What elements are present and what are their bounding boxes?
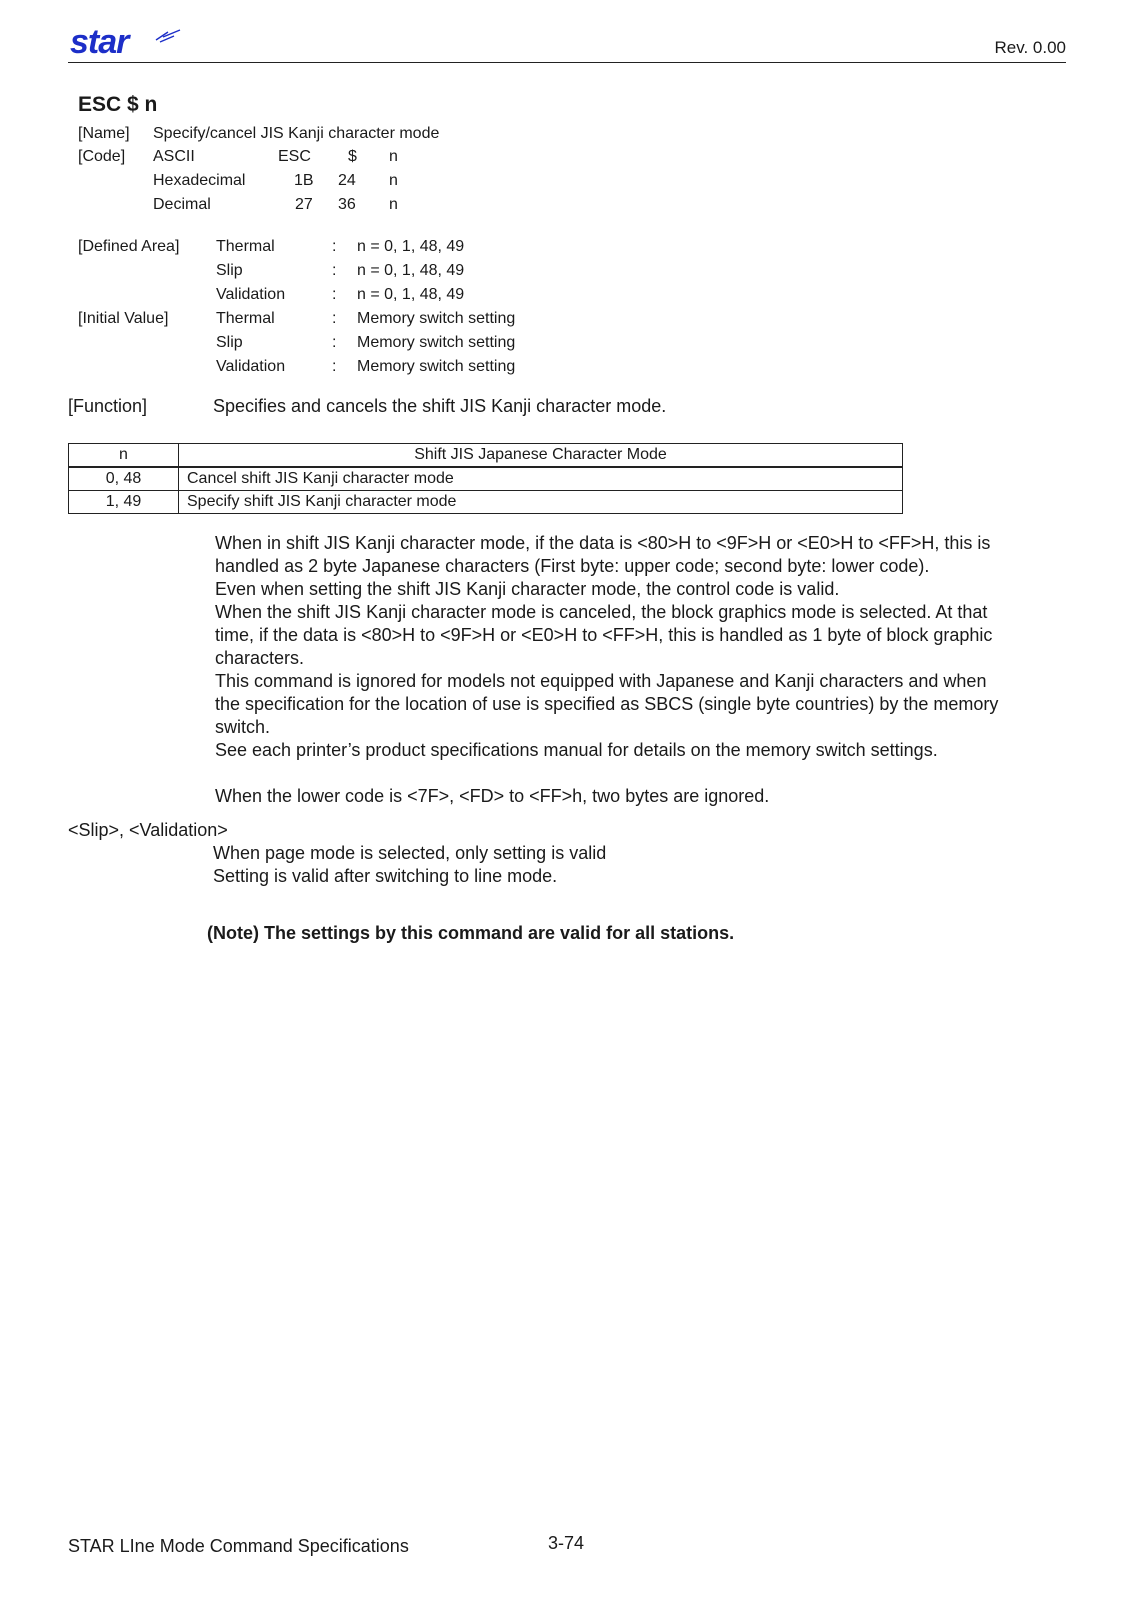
defined-area-value: n = 0, 1, 48, 49 (357, 262, 465, 279)
description-line: characters. (215, 648, 305, 668)
function-label: [Function] (68, 396, 148, 416)
initial-value-station: Slip (216, 334, 243, 351)
initial-value-sep: : (332, 358, 337, 375)
star-logo (70, 28, 182, 58)
description-spacer (215, 762, 1060, 785)
mode-table (68, 443, 903, 514)
table-cell-mode: Cancel shift JIS Kanji character mode (179, 467, 903, 491)
initial-value-station: Thermal (216, 310, 275, 327)
description-line: switch. (215, 717, 271, 737)
description-line: handled as 2 byte Japanese characters (First byte: upper code; second byte: lower code). (215, 556, 930, 576)
description-block (215, 532, 1060, 808)
defined-area-label: [Defined Area] (78, 238, 180, 255)
table-header-row (69, 444, 903, 468)
revision-label: Rev. 0.00 (994, 38, 1066, 57)
defined-area-value: n = 0, 1, 48, 49 (357, 286, 465, 303)
description-line: See each printer’s product specifications manual for details on the memory switch settings. (215, 740, 938, 760)
initial-value-station: Validation (216, 358, 286, 375)
initial-value-value: Memory switch setting (357, 310, 516, 327)
description-line: When in shift JIS Kanji character mode, if the data is <80>H to <9F>H or <E0>H to <FF>H, this is (215, 533, 991, 553)
slip-section-line: Setting is valid after switching to line mode. (213, 866, 558, 886)
function-text: Specifies and cancels the shift JIS Kanji character mode. (213, 396, 667, 416)
initial-value-sep: : (332, 310, 337, 327)
initial-value-label: [Initial Value] (78, 310, 169, 327)
defined-area-station: Slip (216, 262, 243, 279)
name-label: [Name] (78, 125, 130, 142)
defined-area-station: Thermal (216, 238, 275, 255)
note-text: (Note) The settings by this command are valid for all stations. (207, 923, 735, 943)
description-line: time, if the data is <80>H to <9F>H or <E0>H to <FF>H, this is handled as 1 byte of block graphic (215, 625, 993, 645)
description-line: When the lower code is <7F>, <FD> to <FF>h, two bytes are ignored. (215, 786, 770, 806)
initial-value-sep: : (332, 334, 337, 351)
table-header-mode: Shift JIS Japanese Character Mode (179, 444, 903, 468)
code-row-c1: 1B (294, 172, 314, 189)
description-line: When the shift JIS Kanji character mode is canceled, the block graphics mode is selected. At that (215, 602, 988, 622)
code-row-c1: 27 (295, 196, 313, 213)
command-title: ESC $ n (78, 93, 158, 116)
initial-value-value: Memory switch setting (357, 358, 516, 375)
defined-area-sep: : (332, 286, 337, 303)
code-row-c3: n (389, 148, 398, 165)
code-label: [Code] (78, 148, 126, 165)
defined-area-value: n = 0, 1, 48, 49 (357, 238, 465, 255)
code-row-c3: n (389, 196, 398, 213)
footer-page-number: 3-74 (548, 1533, 585, 1553)
name-value: Specify/cancel JIS Kanji character mode (153, 125, 440, 142)
code-row-c2: $ (348, 148, 357, 165)
table-row (69, 467, 903, 491)
table-header-n: n (69, 444, 179, 468)
code-row-c2: 24 (338, 172, 356, 189)
initial-value-value: Memory switch setting (357, 334, 516, 351)
defined-area-sep: : (332, 238, 337, 255)
slip-section-line: When page mode is selected, only setting is valid (213, 843, 607, 863)
code-row-c1: ESC (278, 148, 311, 165)
code-row-c2: 36 (338, 196, 356, 213)
code-row-label: Decimal (153, 196, 211, 213)
description-line: the specification for the location of use is specified as SBCS (single byte countries) by the memory (215, 694, 999, 714)
table-cell-n: 1, 49 (69, 491, 179, 514)
table-row (69, 491, 903, 514)
table-cell-mode: Specify shift JIS Kanji character mode (179, 491, 903, 514)
defined-area-station: Validation (216, 286, 286, 303)
svg-text:star: star (70, 28, 129, 58)
table-cell-n: 0, 48 (69, 467, 179, 491)
code-row-label: ASCII (153, 148, 195, 165)
header-rule (68, 62, 1066, 63)
slip-section-label: <Slip>, <Validation> (68, 820, 228, 840)
footer-doc-title: STAR LIne Mode Command Specifications (68, 1536, 409, 1556)
description-line: This command is ignored for models not equipped with Japanese and Kanji characters and when (215, 671, 987, 691)
code-row-label: Hexadecimal (153, 172, 246, 189)
description-line: Even when setting the shift JIS Kanji character mode, the control code is valid. (215, 579, 840, 599)
defined-area-sep: : (332, 262, 337, 279)
code-row-c3: n (389, 172, 398, 189)
